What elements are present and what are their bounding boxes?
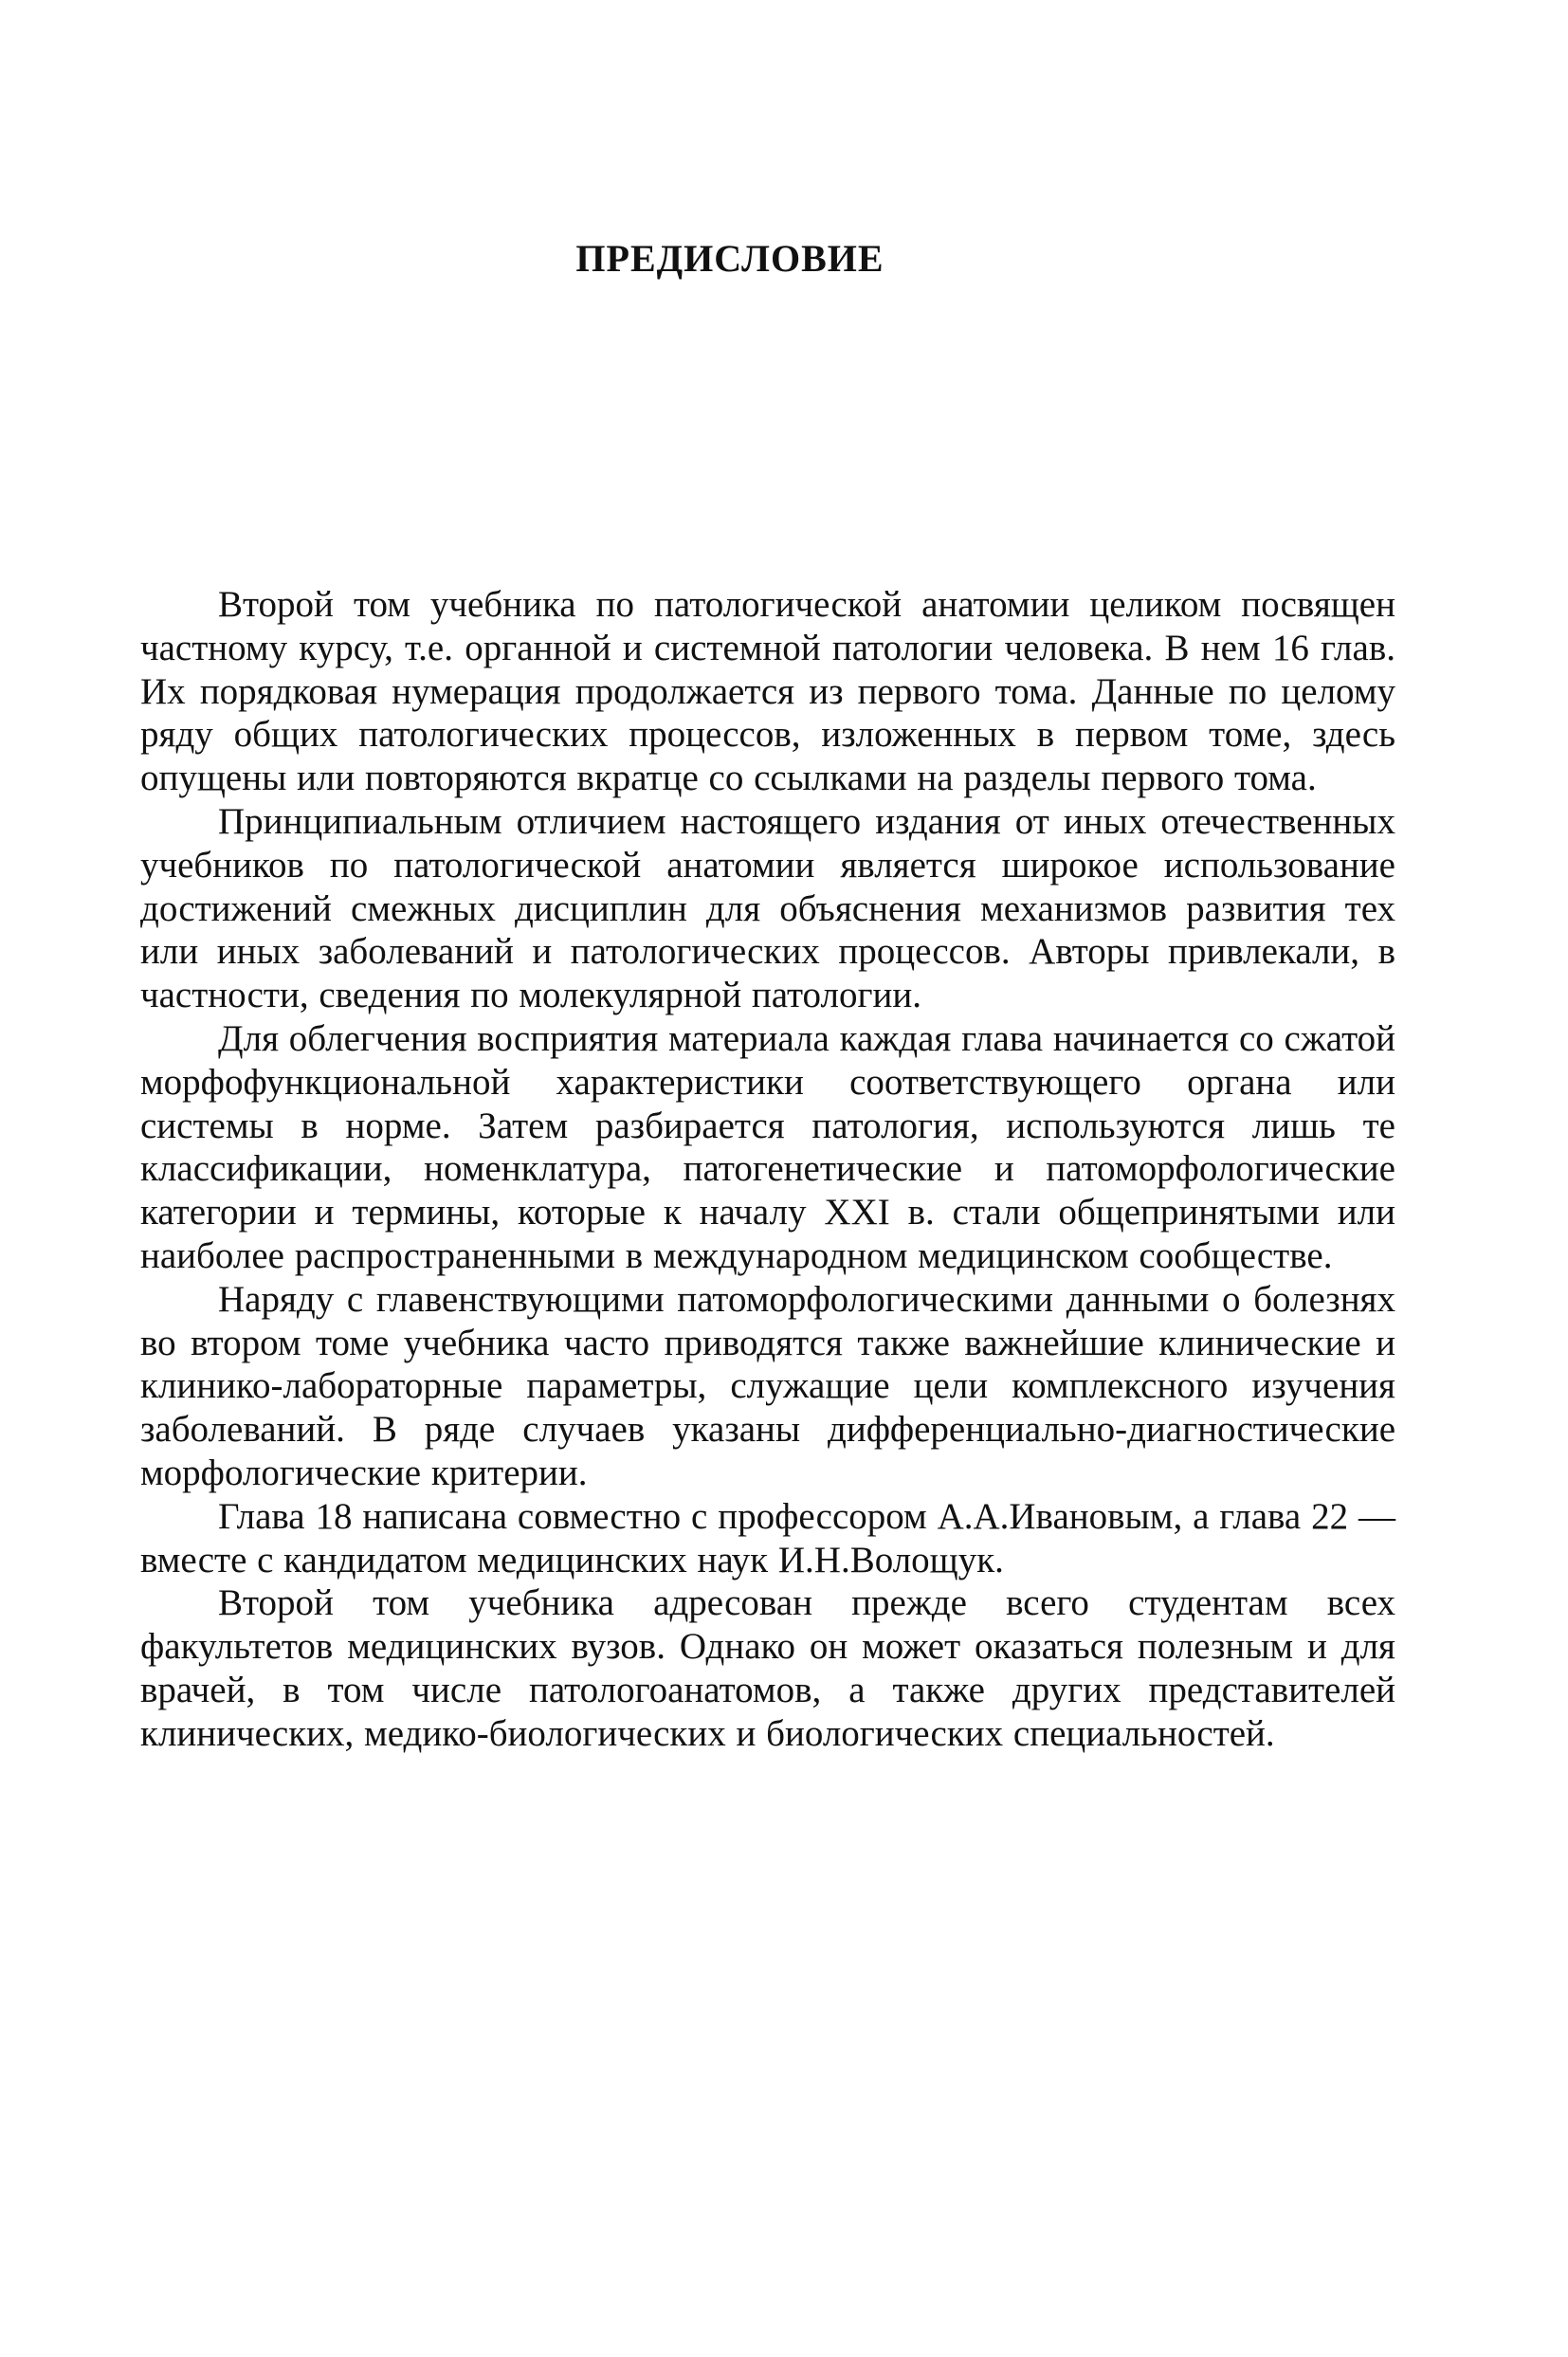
paragraph-2: Принципиальным отличием настоящего издания от иных отечественных учебников по патологической анатомии является широкое использование достижений смежных дисциплин для объяснения механизмов развития тех или иных заболеваний и патологических процессов. Авторы привлекали, в частности, сведения по молекулярной патологии. [140, 800, 1395, 1016]
paragraph-5: Глава 18 написана совместно с профессором А.А.Ивановым, а глава 22 — вместе с кандидатом медицинских наук И.Н.Волощук. [140, 1495, 1395, 1580]
paragraph-6: Второй том учебника адресован прежде всего студентам всех факультетов медицинских вузов. Однако он может оказаться полезным и для врачей, в том числе патологоанатомов, а также других представителей клинических, медико-биологических и биологических специальностей. [140, 1582, 1395, 1754]
page-title [0, 236, 1568, 281]
page-title-text: ПРЕДИСЛОВИЕ [575, 236, 884, 280]
paragraph-3: Для облегчения восприятия материала каждая глава начинается со сжатой морфофункциональной характеристики соответствующего органа или системы в норме. Затем разбирается патология, используются лишь те классификации, номенклатура, патогенетические и патоморфологические категории и термины, которые к началу XXI в. стали общепринятыми или наиболее распространенными в международном медицинском сообществе. [140, 1017, 1395, 1276]
paragraph-1: Второй том учебника по патологической анатомии целиком посвящен частному курсу, т.е. органной и системной патологии человека. В нем 16 глав. Их порядковая нумерация продолжается из первого тома. Данные по целому ряду общих патологических процессов, изложенных в первом томе, здесь опущены или повторяются вкратце со ссылками на разделы первого тома. [140, 584, 1395, 799]
preface-body [140, 583, 1395, 1756]
paragraph-4: Наряду с главенствующими патоморфологическими данными о болезнях во втором томе учебника часто приводятся также важнейшие клинические и клинико-лабораторные параметры, служащие цели комплексного изучения заболеваний. В ряде случаев указаны дифференциально-диагностические морфологические критерии. [140, 1278, 1395, 1493]
